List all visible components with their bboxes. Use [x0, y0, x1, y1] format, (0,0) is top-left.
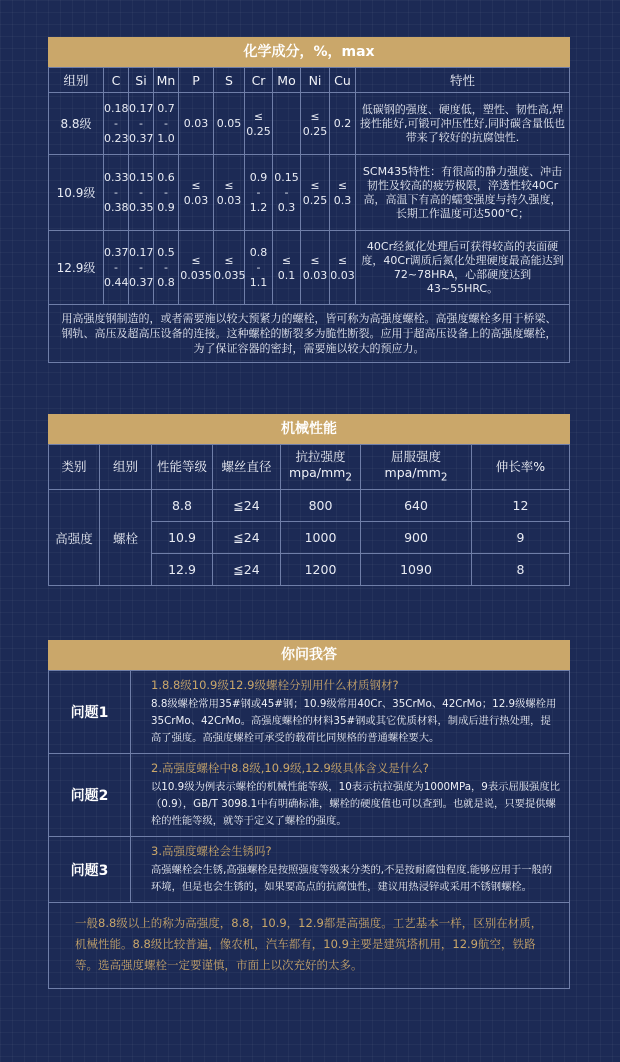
mech-thread: ≦24 — [213, 554, 281, 586]
mech-yield: 900 — [361, 522, 472, 554]
chem-value-p — [179, 231, 214, 305]
mech-group: 螺栓 — [100, 490, 152, 586]
chem-value-cr — [245, 93, 273, 155]
mech-grade: 8.8 — [152, 490, 213, 522]
mech-grade: 10.9 — [152, 522, 213, 554]
yield-unit-text: mpa/mm — [384, 464, 441, 480]
qa-answer: 以10.9级为例表示螺栓的机械性能等级，10表示抗拉强度为1000MPa，9表示屈服强度比（0.9），GB/T 3098.1中有明确标准，螺栓的硬度值也可以查到。也就是说，只要提供螺栓的性能等级，就等于定义了螺栓的强度。 — [151, 781, 560, 827]
mech-header-category: 类别 — [49, 445, 100, 490]
chem-value-part: - — [139, 186, 143, 199]
qa-question: 1.8.8级10.9级12.9级螺栓分别用什么材质钢材? — [151, 678, 399, 692]
mech-header-grade: 性能等级 — [152, 445, 213, 490]
chem-header: Cr — [245, 68, 273, 93]
mech-header-tensile-label: 抗拉强度 — [295, 448, 346, 464]
chem-value-part: - — [256, 261, 261, 274]
chem-header: Mo — [273, 68, 301, 93]
qa-content — [131, 837, 570, 903]
chem-value-part: 0.03 — [183, 193, 209, 207]
mech-header-tensile — [281, 445, 361, 490]
yield-unit-sub: 2 — [440, 471, 448, 484]
mech-header-yield-unit — [361, 465, 471, 486]
chem-value-si — [129, 93, 154, 155]
mech-panel — [48, 414, 570, 586]
chem-value-part: ≤ — [310, 178, 320, 192]
qa-item — [49, 837, 570, 903]
chem-value-part: 0.37 — [104, 246, 129, 259]
qa-label: 问题1 — [49, 671, 131, 754]
chem-value-part: 0.5 — [157, 246, 175, 259]
chem-value-part: 0.3 — [277, 201, 296, 214]
chem-row — [49, 231, 570, 305]
mech-header-thread: 螺丝直径 — [213, 445, 281, 490]
mech-category: 高强度 — [49, 490, 100, 586]
chem-header: Mn — [154, 68, 179, 93]
chem-value-part: - — [164, 261, 168, 274]
chem-header: Cu — [330, 68, 356, 93]
chem-value-cu — [330, 155, 356, 231]
chem-value-part: 0.9 — [157, 201, 175, 214]
mech-elong: 9 — [472, 522, 570, 554]
mech-title: 机械性能 — [48, 414, 570, 444]
chem-value-part: - — [139, 261, 143, 274]
mech-table — [48, 444, 570, 586]
chem-value-part: 0.25 — [302, 193, 328, 207]
chem-body — [49, 93, 570, 305]
chem-value-part: 0.1 — [277, 268, 296, 282]
chem-feature: SCM435特性：有很高的静力强度、冲击韧性及较高的疲劳极限，淬透性较40Cr高，高温下有高的蠕变强度与持久强度，长期工作温度可达500°C； — [356, 155, 570, 231]
chem-value-mn — [154, 93, 179, 155]
qa-table — [48, 670, 570, 989]
mech-header-tensile-unit — [281, 465, 360, 486]
chem-value-part: 0.9 — [249, 171, 268, 184]
mech-tensile: 800 — [281, 490, 361, 522]
chem-value-c — [104, 93, 129, 155]
qa-closing: 一般8.8级以上的称为高强度，8.8，10.9，12.9都是高强度。工艺基本一样，区别在材质，机械性能。8.8级比较普遍，像农机，汽车都有，10.9主要是建筑塔机用，12.9航空，铁路等。选高强度螺栓一定要谨慎，市面上以次充好的太多。 — [49, 903, 570, 989]
chem-value-part: - — [114, 117, 118, 130]
chem-value-mo — [273, 231, 301, 305]
chem-value-part: 0.23 — [104, 132, 129, 145]
chem-value-c — [104, 155, 129, 231]
chem-header-row — [49, 68, 570, 93]
qa-answer: 高强螺栓会生锈,高强螺栓是按照强度等级来分类的,不是按耐腐蚀程度.能够应用于一般的环境，但是也会生锈的，如果要高点的抗腐蚀性，建议用热浸锌或采用不锈钢螺栓。 — [151, 864, 553, 893]
chem-value-part: 0.05 — [216, 117, 242, 130]
chem-value-part: 1.1 — [249, 276, 268, 289]
chem-grade: 10.9级 — [49, 155, 104, 231]
chem-value-part: 0.035 — [180, 268, 212, 282]
chem-value-part: 0.2 — [333, 117, 352, 130]
chem-title: 化学成分，%，max — [48, 37, 570, 67]
chem-header: Si — [129, 68, 154, 93]
chem-value-part: 0.03 — [302, 268, 328, 282]
chem-value-part: 0.03 — [216, 193, 242, 207]
chem-feature: 低碳钢的强度、硬度低，塑性、韧性高,焊接性能好,可锻可冲压性好,同时碳含量低也带来了较好的抗腐蚀性. — [356, 93, 570, 155]
mech-header-yield — [361, 445, 472, 490]
chem-value-part: 0.35 — [129, 201, 154, 214]
chem-value-part: 0.15 — [129, 171, 154, 184]
mech-yield: 1090 — [361, 554, 472, 586]
chem-header: Ni — [301, 68, 330, 93]
mech-thread: ≦24 — [213, 522, 281, 554]
chem-value-p — [179, 155, 214, 231]
chem-value-part: 0.7 — [157, 102, 175, 115]
chem-value-s — [214, 93, 245, 155]
chem-value-mn — [154, 155, 179, 231]
mech-row — [49, 490, 570, 522]
chem-panel — [48, 37, 570, 363]
chem-value-part: 0.38 — [104, 201, 129, 214]
qa-question: 3.高强度螺栓会生锈吗? — [151, 844, 272, 858]
chem-table — [48, 67, 570, 363]
chem-value-part: - — [114, 186, 118, 199]
chem-value-part: 0.17 — [129, 102, 154, 115]
chem-value-part: ≤ — [191, 178, 201, 192]
chem-value-mo — [273, 93, 301, 155]
qa-answer: 8.8级螺栓常用35#钢或45#钢；10.9级常用40Cr、35CrMo、42CrMo；12.9级螺栓用35CrMo、42CrMo。高强度螺栓的材料35#钢或其它优质材料，制成后进行热处理，提高了强度。高强度螺栓可承受的载荷比同规格的普通螺栓要大。 — [151, 698, 557, 744]
mech-tensile: 1200 — [281, 554, 361, 586]
chem-feature: 40Cr经氮化处理后可获得较高的表面硬度，40Cr调质后氮化处理硬度最高能达到72~78HRA，心部硬度达到43~55HRC。 — [356, 231, 570, 305]
chem-grade: 12.9级 — [49, 231, 104, 305]
chem-header: 特性 — [356, 68, 570, 93]
qa-question: 2.高强度螺栓中8.8级,10.9级,12.9级具体含义是什么? — [151, 761, 429, 775]
chem-value-part: - — [164, 186, 168, 199]
qa-panel — [48, 640, 570, 989]
chem-value-cu — [330, 93, 356, 155]
chem-header: S — [214, 68, 245, 93]
chem-value-part: ≤ — [191, 253, 201, 267]
mech-yield: 640 — [361, 490, 472, 522]
chem-value-part: 0.17 — [129, 246, 154, 259]
chem-value-part: 0.6 — [157, 171, 175, 184]
chem-value-ni — [301, 93, 330, 155]
mech-elong: 8 — [472, 554, 570, 586]
chem-value-part: 0.035 — [214, 268, 246, 282]
mech-header-elong: 伸长率% — [472, 445, 570, 490]
chem-value-part: - — [164, 117, 168, 130]
chem-value-part: ≤ — [253, 109, 264, 123]
chem-value-cr — [245, 231, 273, 305]
qa-content — [131, 754, 570, 837]
chem-grade: 8.8级 — [49, 93, 104, 155]
chem-value-part: 0.25 — [246, 124, 271, 138]
chem-value-part: ≤ — [224, 178, 234, 192]
chem-value-part: 0.37 — [129, 132, 154, 145]
chem-value-part: 0.33 — [104, 171, 129, 184]
qa-closing-row — [49, 903, 570, 989]
chem-value-cu — [330, 231, 356, 305]
chem-value-part: ≤ — [224, 253, 234, 267]
mech-header-yield-label: 屈服强度 — [390, 448, 441, 464]
chem-value-p — [179, 93, 214, 155]
chem-value-part: ≤ — [310, 253, 320, 267]
chem-value-si — [129, 231, 154, 305]
mech-elong: 12 — [472, 490, 570, 522]
chem-value-part: - — [139, 117, 143, 130]
chem-value-part: - — [284, 186, 289, 199]
chem-value-c — [104, 231, 129, 305]
chem-value-part: ≤ — [337, 253, 348, 267]
chem-value-part: - — [114, 261, 118, 274]
chem-value-part: ≤ — [337, 178, 348, 192]
chem-value-part: 0.37 — [129, 276, 154, 289]
mech-header-row — [49, 445, 570, 490]
qa-item — [49, 754, 570, 837]
chem-value-part: 0.8 — [157, 276, 175, 289]
mech-thread: ≦24 — [213, 490, 281, 522]
chem-value-ni — [301, 155, 330, 231]
chem-value-part: - — [256, 186, 261, 199]
mech-grade: 12.9 — [152, 554, 213, 586]
qa-label: 问题3 — [49, 837, 131, 903]
tensile-unit-sub: 2 — [345, 471, 352, 484]
chem-value-si — [129, 155, 154, 231]
chem-row — [49, 93, 570, 155]
chem-value-part: 0.8 — [249, 246, 268, 259]
chem-value-cr — [245, 155, 273, 231]
chem-value-part: ≤ — [281, 253, 292, 267]
chem-value-part: 0.15 — [274, 171, 299, 184]
chem-value-part: 1.0 — [157, 132, 175, 145]
qa-label: 问题2 — [49, 754, 131, 837]
chem-value-part: 0.03 — [330, 268, 355, 282]
chem-value-s — [214, 231, 245, 305]
qa-item — [49, 671, 570, 754]
chem-value-part: 0.25 — [302, 124, 328, 138]
chem-header: 组别 — [49, 68, 104, 93]
tensile-unit-text: mpa/mm — [289, 464, 346, 480]
chem-value-part: 0.3 — [333, 193, 352, 207]
chem-note-row — [49, 305, 570, 363]
mech-header-group: 组别 — [100, 445, 152, 490]
chem-value-part: 0.44 — [104, 276, 129, 289]
chem-value-part: 1.2 — [249, 201, 268, 214]
chem-value-part: ≤ — [310, 109, 320, 123]
chem-note: 用高强度钢制造的，或者需要施以较大预紧力的螺栓，皆可称为高强度螺栓。高强度螺栓多用于桥梁、钢轨、高压及超高压设备的连接。这种螺栓的断裂多为脆性断裂。应用于超高压设备上的高强度螺栓，为了保证容器的密封，需要施以较大的预应力。 — [49, 305, 570, 363]
mech-tensile: 1000 — [281, 522, 361, 554]
chem-row — [49, 155, 570, 231]
chem-value-ni — [301, 231, 330, 305]
chem-value-mo — [273, 155, 301, 231]
chem-value-s — [214, 155, 245, 231]
chem-header: C — [104, 68, 129, 93]
chem-header: P — [179, 68, 214, 93]
chem-value-mn — [154, 231, 179, 305]
qa-title: 你问我答 — [48, 640, 570, 670]
qa-content — [131, 671, 570, 754]
chem-value-part: 0.03 — [183, 117, 209, 130]
chem-value-part: 0.18 — [104, 102, 129, 115]
